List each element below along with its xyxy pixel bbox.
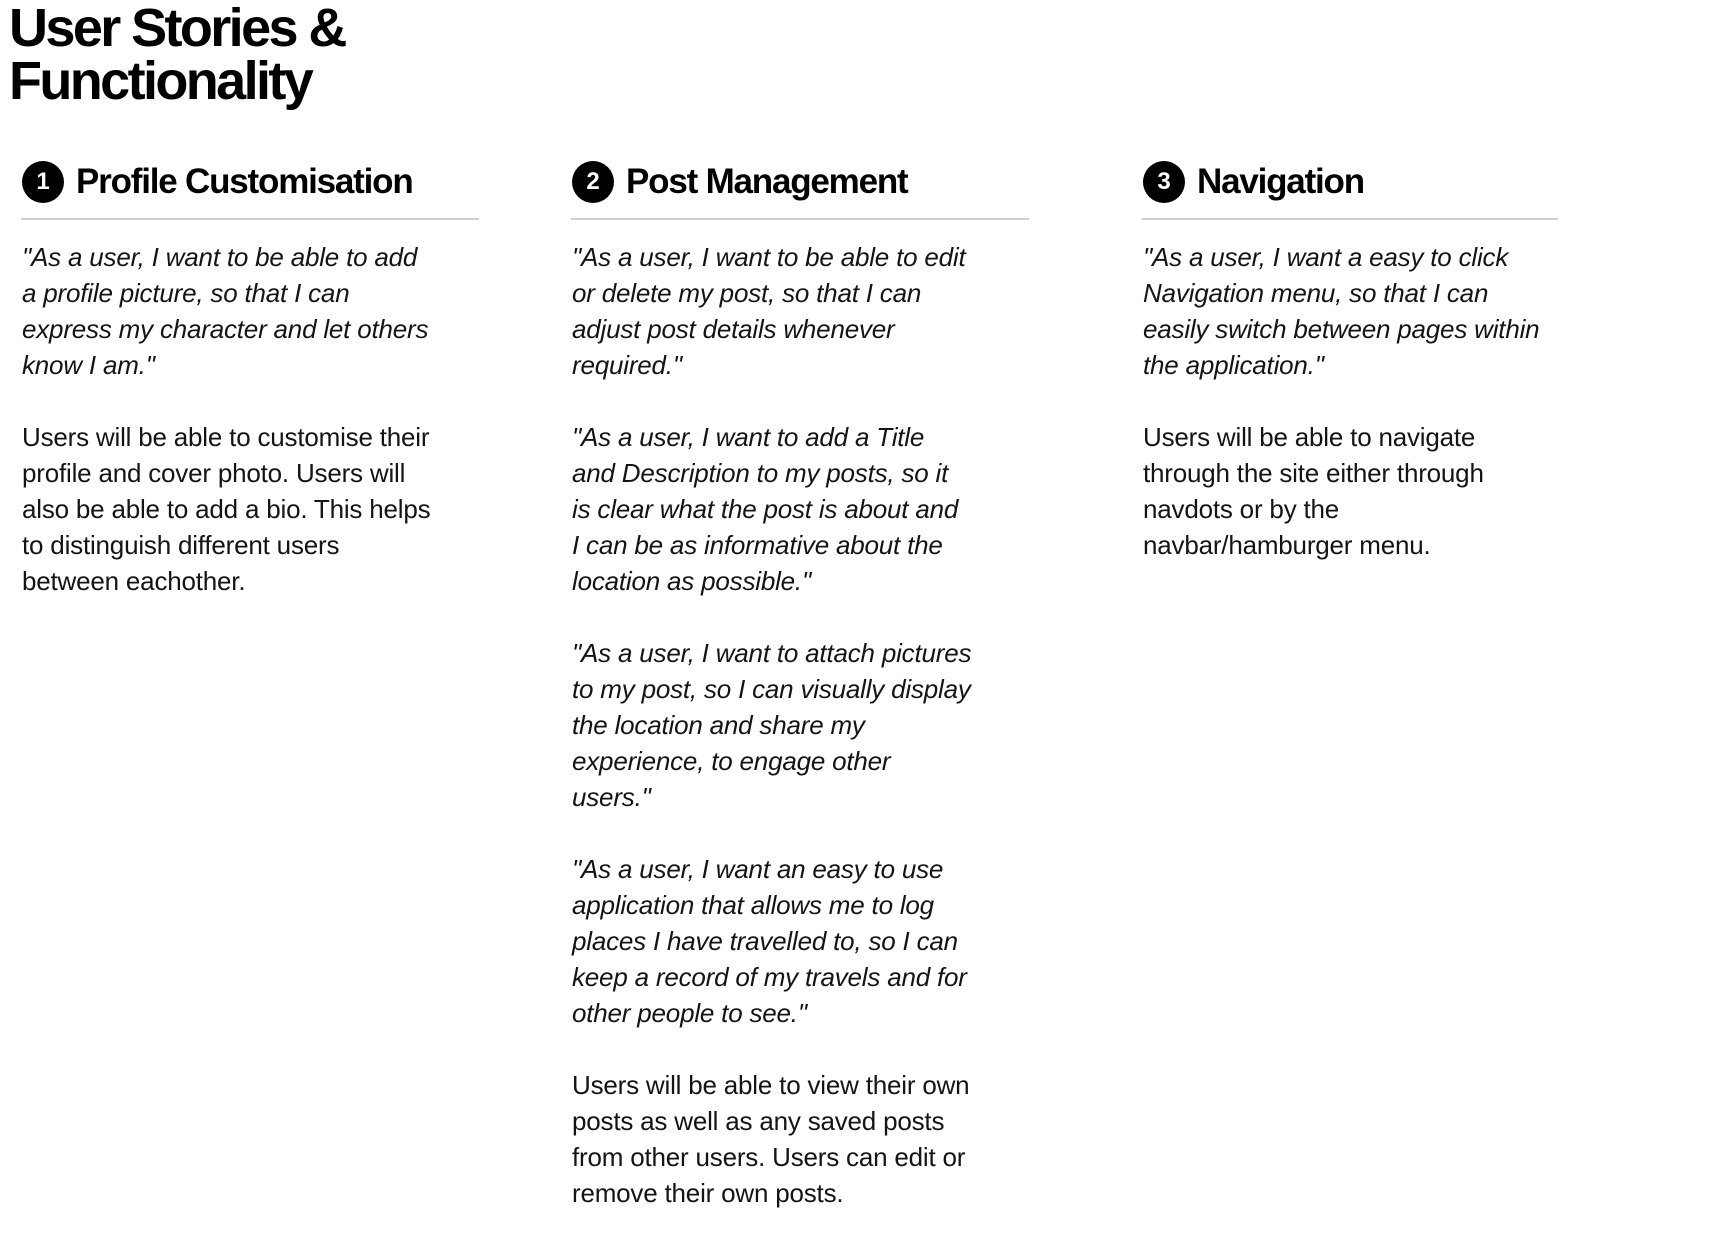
functionality-description: Users will be able to customise their profile and cover photo. Users will also be able to add a bio. This helps to distinguish different users between eachother. — [22, 422, 431, 596]
section-header — [21, 159, 479, 205]
section-navigation — [1142, 159, 1558, 599]
section-title: Profile Customisation — [76, 162, 413, 201]
page-title: User Stories & Functionality — [9, 0, 345, 111]
divider — [571, 218, 1029, 220]
divider — [21, 218, 479, 220]
divider — [1142, 218, 1558, 220]
user-story-quote: "As a user, I want to be able to edit or delete my post, so that I can adjust post details whenever required." — [572, 242, 966, 380]
section-header — [571, 159, 1029, 205]
section-title: Navigation — [1197, 162, 1364, 201]
functionality-description: Users will be able to view their own posts as well as any saved posts from other users. Users can edit or remove their own posts. — [572, 1070, 970, 1208]
user-story-quote: "As a user, I want an easy to use application that allows me to log places I have travelled to, so I can keep a record of my travels and for other people to see." — [572, 854, 967, 1028]
section-profile-customisation — [21, 159, 479, 635]
user-story-quote: "As a user, I want to attach pictures to my post, so I can visually display the location and share my experience, to engage other users." — [572, 638, 972, 812]
number-badge: 3 — [1143, 161, 1185, 203]
section-body — [21, 239, 479, 599]
number-badge: 1 — [22, 161, 64, 203]
user-story-quote: "As a user, I want to add a Title and Description to my posts, so it is clear what the post is about and I can be as informative about the location as possible." — [572, 422, 959, 596]
functionality-description: Users will be able to navigate through the site either through navdots or by the navbar/hamburger menu. — [1143, 422, 1484, 560]
number-badge: 2 — [572, 161, 614, 203]
section-header — [1142, 159, 1558, 205]
section-title: Post Management — [626, 162, 908, 201]
user-story-quote: "As a user, I want a easy to click Navigation menu, so that I can easily switch between pages within the application." — [1143, 242, 1540, 380]
section-body — [1142, 239, 1558, 563]
section-post-management — [571, 159, 1029, 1247]
user-story-quote: "As a user, I want to be able to add a profile picture, so that I can express my character and let others know I am." — [22, 242, 429, 380]
section-body — [571, 239, 1029, 1211]
